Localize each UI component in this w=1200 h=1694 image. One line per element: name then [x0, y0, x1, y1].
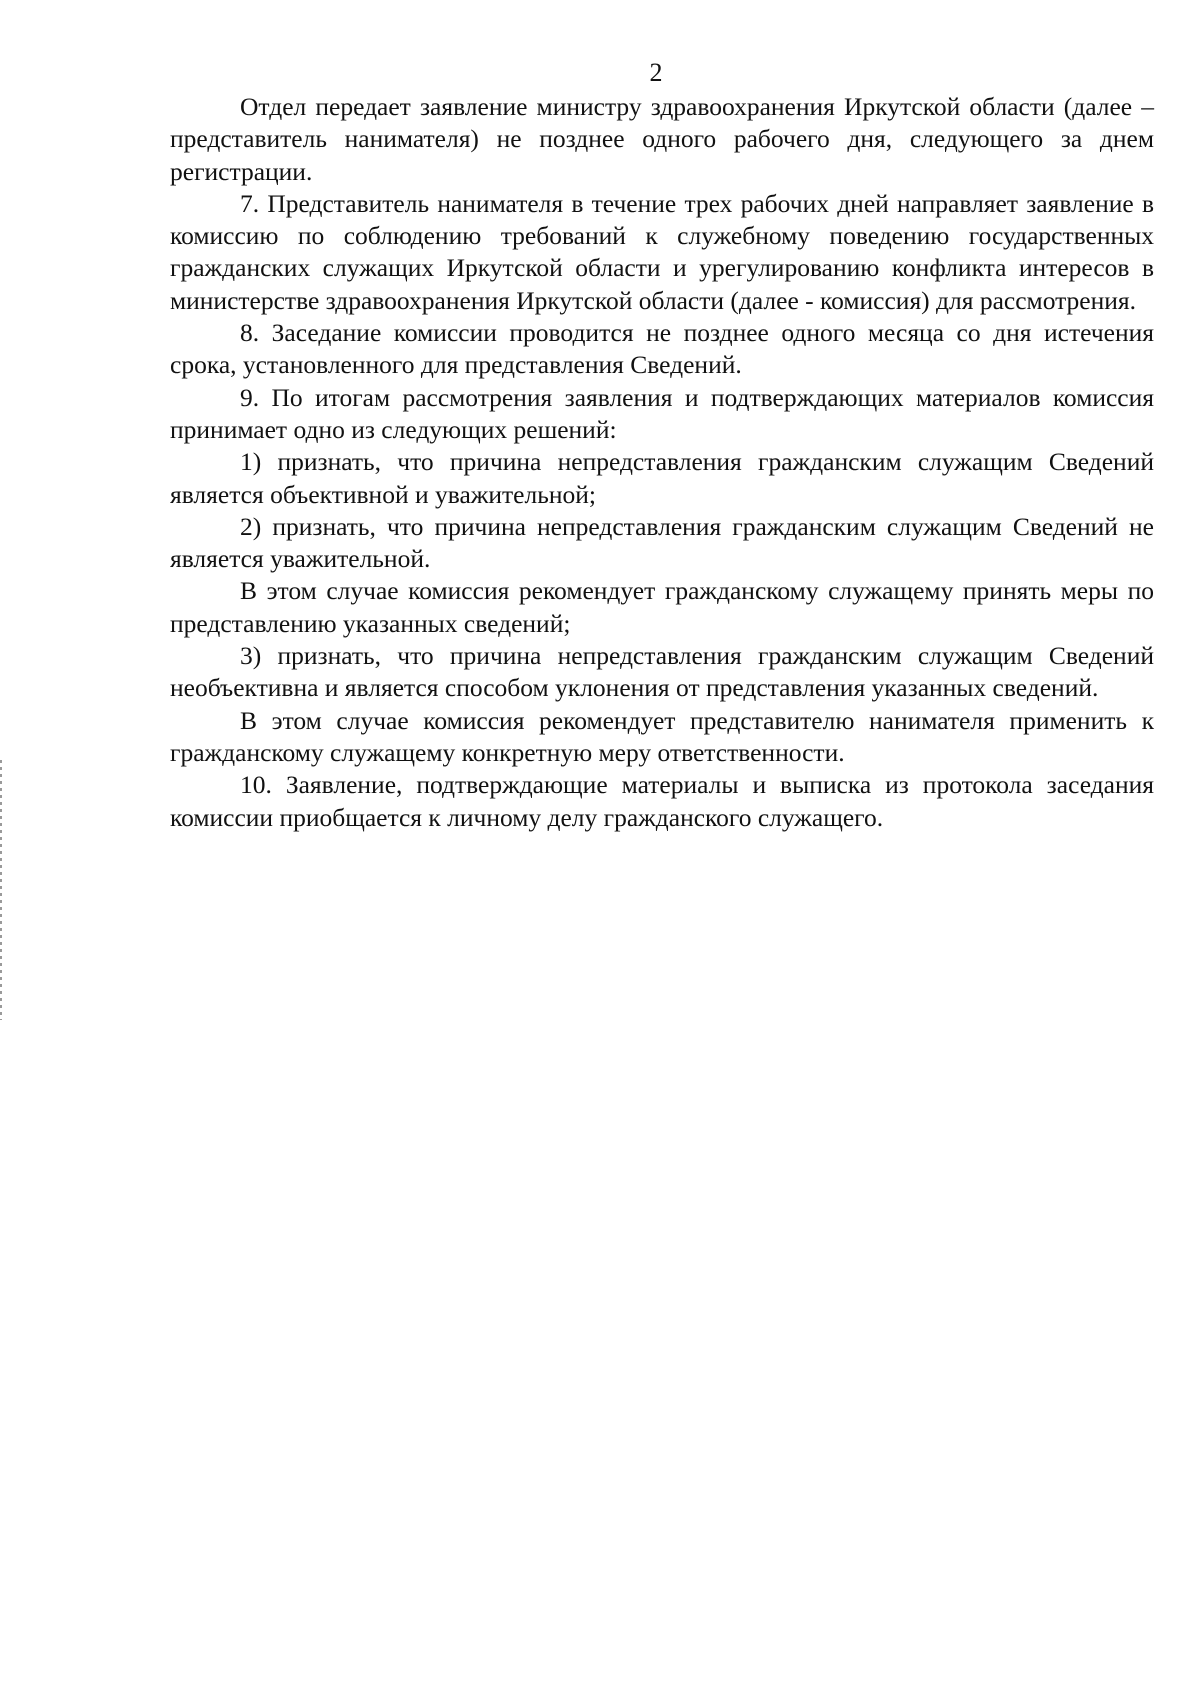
paragraph-item-9: 9. По итогам рассмотрения заявления и подтверждающих материалов комиссия принимает одно из следующих решений:: [170, 382, 1154, 444]
paragraph-item-7: 7. Представитель нанимателя в течение трех рабочих дней направляет заявление в комиссию по соблюдению требований к служебному поведению государственных гражданских служащих Иркутской области и урегулированию конфликта интересов в министерстве здравоохранения Иркутской области (далее - комиссия) для рассмотрения.: [170, 188, 1154, 315]
paragraph-transfer-application: Отдел передает заявление министру здравоохранения Иркутской области (далее – представитель нанимателя) не позднее одного рабочего дня, следующего за днем регистрации.: [170, 92, 1154, 186]
paragraph-item-10: 10. Заявление, подтверждающие материалы и выписка из протокола заседания комиссии приобщается к личному делу гражданского служащего.: [170, 770, 1154, 832]
paragraph-decision-3-recommendation: В этом случае комиссия рекомендует представителю нанимателя применить к гражданскому служащему конкретную меру ответственности.: [170, 705, 1154, 767]
document-body: [170, 91, 1154, 834]
paragraph-decision-2-recommendation: В этом случае комиссия рекомендует гражданскому служащему принять меры по представлению указанных сведений;: [170, 576, 1154, 638]
paragraph-item-8: 8. Заседание комиссии проводится не позднее одного месяца со дня истечения срока, установленного для представления Сведений.: [170, 318, 1154, 380]
page-number: 2: [649, 58, 663, 87]
paragraph-decision-2: 2) признать, что причина непредставления гражданским служащим Сведений не является уважительной.: [170, 511, 1154, 574]
paragraph-decision-1: 1) признать, что причина непредставления гражданским служащим Сведений является объективной и уважительной;: [170, 447, 1154, 509]
paragraph-decision-3: 3) признать, что причина непредставления гражданским служащим Сведений необъективна и является способом уклонения от представления указанных сведений.: [170, 641, 1154, 703]
scan-edge-mark: [0, 760, 2, 1020]
